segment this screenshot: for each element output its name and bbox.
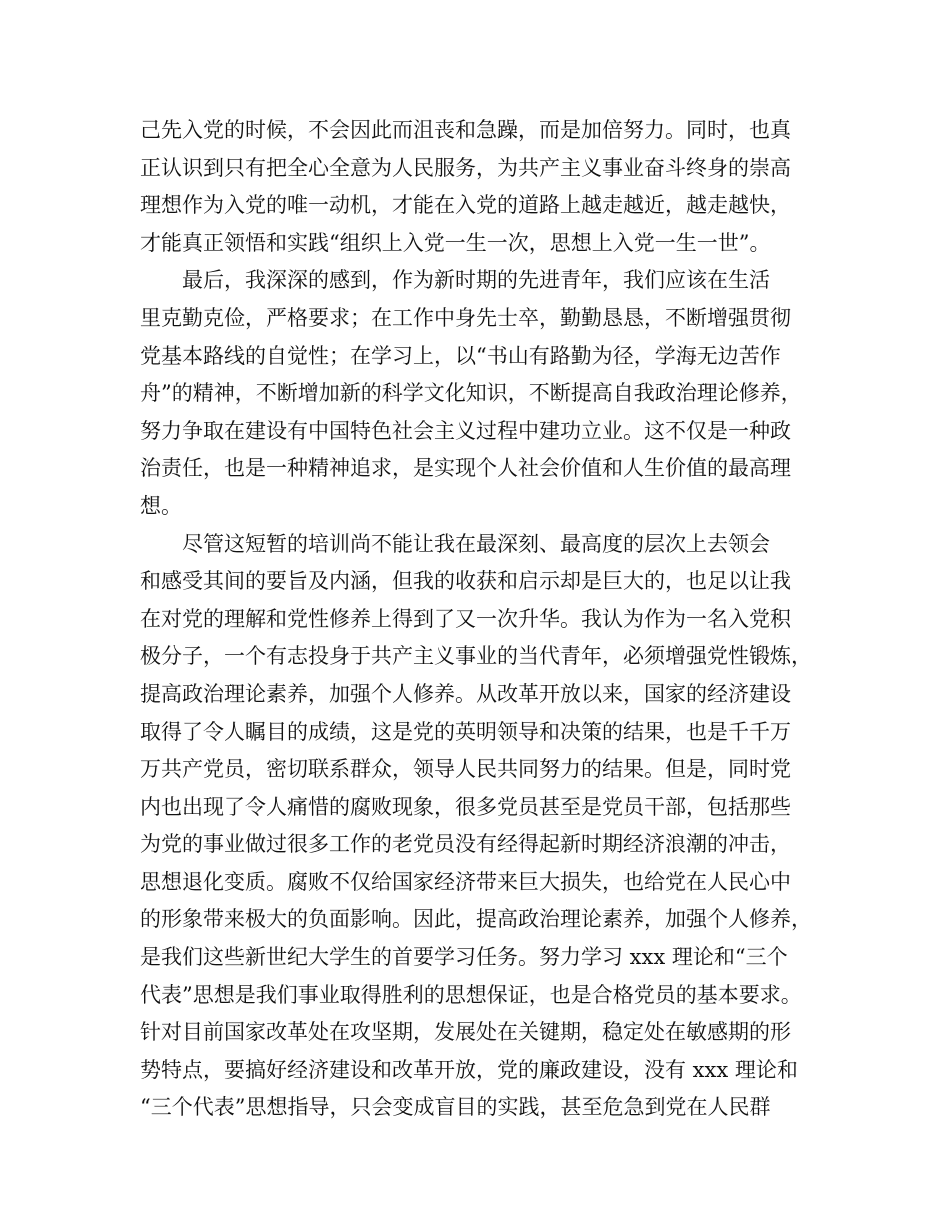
body-text bbox=[140, 112, 830, 1127]
text-line: 取得了令人瞩目的成绩，这是党的英明领导和决策的结果，也是千千万 bbox=[140, 719, 791, 744]
text-line: 想。 bbox=[140, 493, 182, 518]
text-line: 代表”思想是我们事业取得胜利的思想保证，也是合格党员的基本要求。 bbox=[140, 982, 802, 1007]
text-line: 提高政治理论素养，加强个人修养。从改革开放以来，国家的经济建设 bbox=[140, 681, 791, 706]
text-line: 治责任，也是一种精神追求，是实现个人社会价值和人生价值的最高理 bbox=[140, 456, 791, 481]
text-line: 内也出现了令人痛惜的腐败现象，很多党员甚至是党员干部，包括那些 bbox=[140, 794, 791, 819]
text-line: 和感受其间的要旨及内涵，但我的收获和启示却是巨大的，也足以让我 bbox=[140, 569, 791, 594]
text-line: 的形象带来极大的负面影响。因此，提高政治理论素养，加强个人修养， bbox=[140, 907, 812, 932]
text-line: 针对目前国家改革处在攻坚期，发展处在关键期，稳定处在敏感期的形 bbox=[140, 1020, 791, 1045]
text-line: 在对党的理解和党性修养上得到了又一次升华。我认为作为一名入党积 bbox=[140, 606, 791, 631]
text-line: 努力争取在建设有中国特色社会主义过程中建功立业。这不仅是一种政 bbox=[140, 418, 791, 443]
paragraph-first-line: 尽管这短暂的培训尚不能让我在最深刻、最高度的层次上去领会 bbox=[182, 531, 770, 556]
text-line: 是我们这些新世纪大学生的首要学习任务。努力学习 xxx 理论和“三个 bbox=[140, 945, 788, 970]
text-line: 正认识到只有把全心全意为人民服务，为共产主义事业奋斗终身的崇高 bbox=[140, 155, 791, 180]
text-line: 理想作为入党的唯一动机，才能在入党的道路上越走越近，越走越快， bbox=[140, 193, 791, 218]
text-line: 己先入党的时候，不会因此而沮丧和急躁，而是加倍努力。同时，也真 bbox=[140, 118, 791, 142]
text-line: 里克勤克俭，严格要求；在工作中身先士卒，勤勤恳恳，不断增强贯彻 bbox=[140, 305, 791, 330]
text-line: 党基本路线的自觉性；在学习上，以“书山有路勤为径，学海无边苦作 bbox=[140, 343, 781, 368]
text-line: 势特点，要搞好经济建设和改革开放，党的廉政建设，没有 xxx 理论和 bbox=[140, 1057, 798, 1082]
text-line: 万共产党员，密切联系群众，领导人民共同努力的结果。但是，同时党 bbox=[140, 757, 791, 782]
text-line: 才能真正领悟和实践“组织上入党一生一次，思想上入党一生一世”。 bbox=[140, 230, 771, 255]
text-line: “三个代表”思想指导，只会变成盲目的实践，甚至危急到党在人民群 bbox=[140, 1095, 771, 1120]
text-line: 舟”的精神，不断增加新的科学文化知识，不断提高自我政治理论修养， bbox=[140, 381, 802, 406]
text-line: 思想退化变质。腐败不仅给国家经济带来巨大损失，也给党在人民心中 bbox=[140, 869, 791, 894]
paragraph-first-line: 最后，我深深的感到，作为新时期的先进青年，我们应该在生活 bbox=[182, 268, 770, 293]
text-line: 极分子，一个有志投身于共产主义事业的当代青年，必须增强党性锻炼， bbox=[140, 644, 812, 669]
text-line: 为党的事业做过很多工作的老党员没有经得起新时期经济浪潮的冲击， bbox=[140, 832, 791, 857]
